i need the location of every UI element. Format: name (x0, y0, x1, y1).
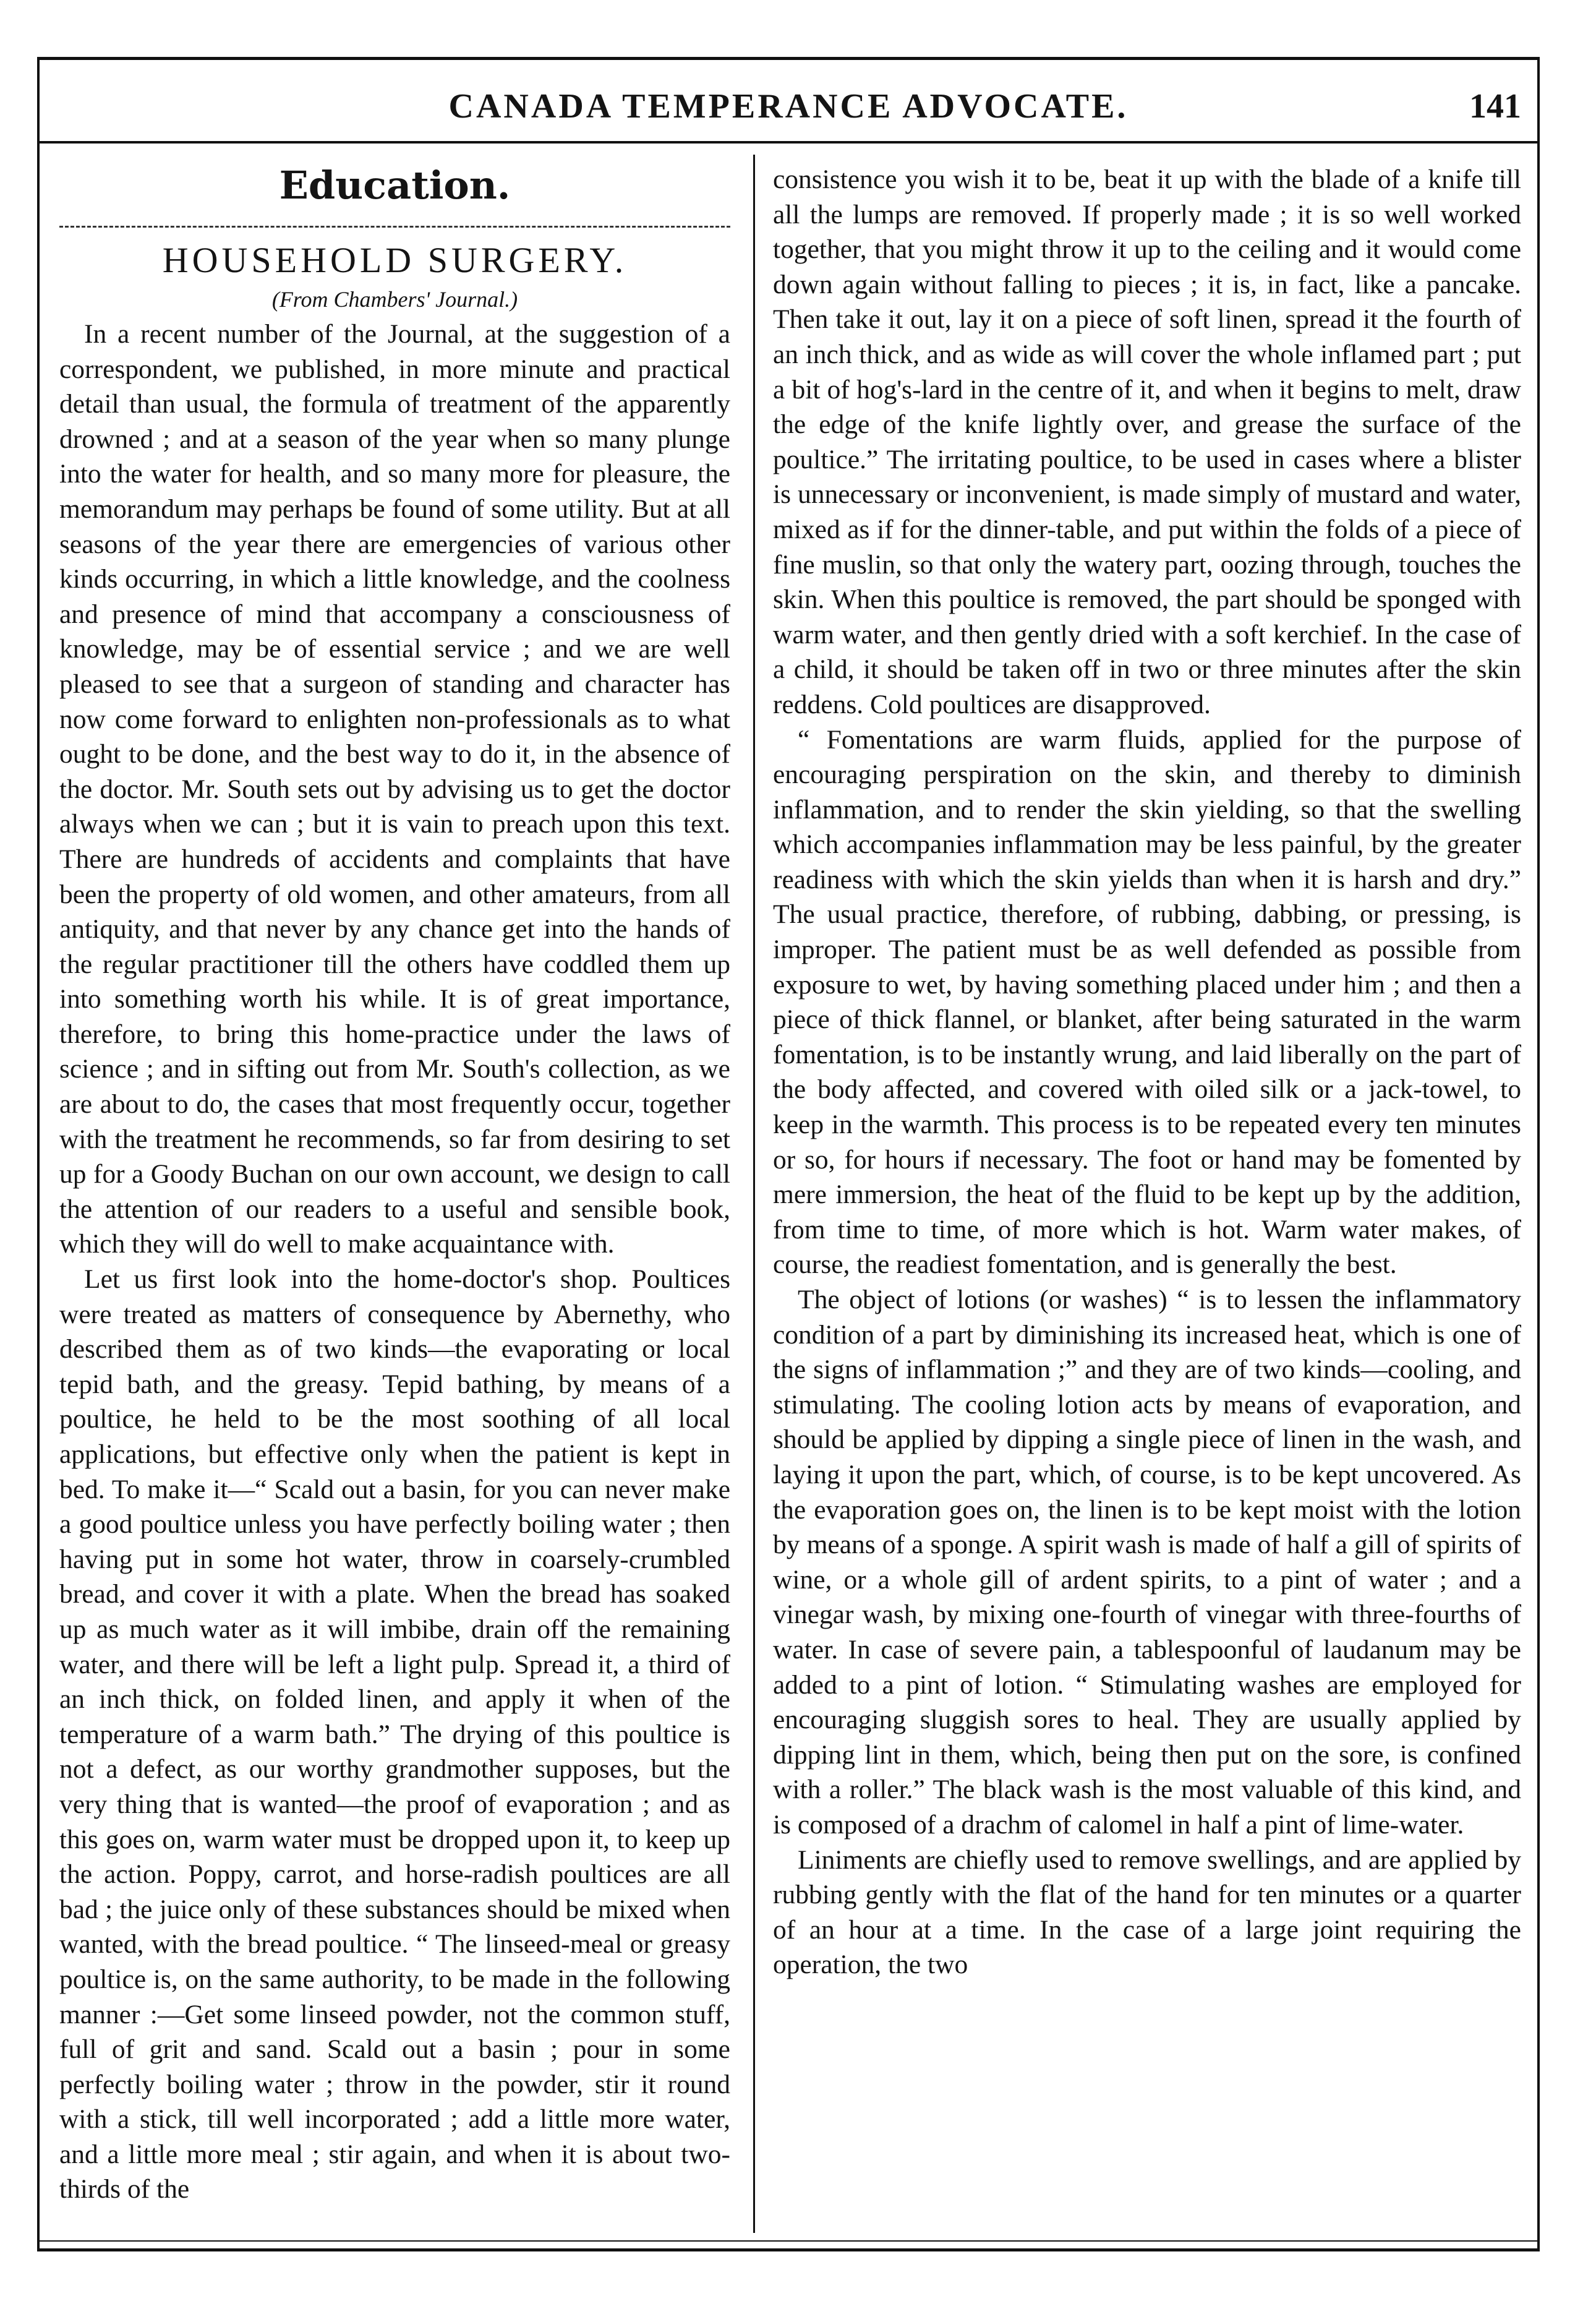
bottom-border-rule-inner (37, 2240, 1540, 2242)
left-column (59, 158, 730, 2207)
right-column (773, 162, 1521, 1982)
page-number: 141 (1469, 87, 1521, 126)
header-underline-rule (37, 141, 1540, 144)
column-divider-rule (753, 155, 755, 2233)
paragraph: The object of lotions (or washes) “ is to lessen the inflammatory condition of a part by diminishing its increased heat, which is one of the signs of inflammation ;” and they are of two kinds—cooling, and stimulating. The cooling lotion acts by means of evaporation, and should be applied by dipping a single piece of linen in the wash, and laying it upon the part, which, of course, is to be kept uncovered. As the evaporation goes on, the linen is to be kept moist with the lotion by means of a sponge. A spirit wash is made of half a gill of spirits of wine, or a whole gill of ardent spirits, to a pint of water ; and a vinegar wash, by mixing one-fourth of vinegar with three-fourths of water. In case of severe pain, a tablespoonful of laudanum may be added to a pint of lotion. “ Stimulating washes are employed for encouraging sluggish sores to heal. They are usually applied by dipping lint in them, which, being then put on the sore, is confined with a roller.” The black wash is the most valuable of this kind, and is composed of a drachm of calomel in half a pint of lime-water. (773, 1285, 1521, 1840)
paragraph: Liniments are chiefly used to remove swellings, and are applied by rubbing gently with the flat of the hand for ten minutes or a quarter of an hour at a time. In the case of a large joint requiring the operation, the two (773, 1844, 1521, 1980)
section-divider (59, 226, 730, 228)
article-title: HOUSEHOLD SURGERY. (162, 240, 628, 280)
page-header (56, 87, 1521, 136)
paragraph: In a recent number of the Journal, at the suggestion of a correspondent, we published, in more minute and practical detail than usual, the formula of treatment of the apparently drowned ; and at a season of the year when so many plunge into the water for health, and so many more for pleasure, the memorandum may perhaps be found of some utility. But at all seasons of the year there are emergencies of various other kinds occurring, in which a little knowledge, and the coolness and presence of mind that accompany a consciousness of knowledge, may be of essential service ; and we are well pleased to see that a surgeon of standing and character has now come forward to enlighten non-professionals as to what ought to be done, and the best way to do it, in the absence of the doctor. Mr. South sets out by advising us to get the doctor always when we can ; but it is vain to preach upon this text. There are hundreds of accidents and complaints that have been the property of old women, and other amateurs, from all antiquity, and that never by any chance get into the hands of the regular practitioner till the others have coddled them up into something worth his while. It is of great importance, therefore, to bring this home-practice under the laws of science ; and in sifting out from Mr. South's collection, as we are about to do, the cases that most frequently occur, together with the treatment he recommends, so far from desiring to set up for a Goody Buchan on our own account, we design to call the attention of our readers to a useful and sensible book, which they will do well to make acquaintance with. (59, 319, 730, 1259)
journal-title: CANADA TEMPERANCE ADVOCATE. (448, 87, 1129, 126)
bottom-border-rule (37, 2248, 1540, 2251)
top-border-rule (37, 57, 1540, 60)
paragraph: “ Fomentations are warm fluids, applied for the purpose of encouraging perspiration on the skin, and thereby to diminish inflammation, and to render the skin yielding, so that the swelling which accompanies inflammation may be less painful, by the greater readiness with which the skin yields than when it is harsh and dry.” The usual practice, therefore, of rubbing, dabbing, or pressing, is improper. The patient must be as well defended as possible from exposure to wet, by having something placed under him ; and then a piece of thick flannel, or blanket, after being saturated in the warm fomentation, is to be instantly wrung, and laid liberally on the part of the body affected, and covered with oiled silk or a jack-towel, to keep in the warmth. This process is to be repeated every ten minutes or so, for hours if necessary. The foot or hand may be fomented by mere immersion, the heat of the fluid to be kept up by the addition, from time to time, of more which is hot. Warm water makes, of course, the readiest fomentation, and is generally the best. (773, 724, 1521, 1280)
right-border-rule (1537, 57, 1540, 2251)
article-source: (From Chambers' Journal.) (271, 287, 518, 312)
paragraph: consistence you wish it to be, beat it up with the blade of a knife till all the lumps are removed. If properly made ; it is so well worked together, that you might throw it up to the ceiling and it would come down again without falling to pieces ; it is, in fact, like a pancake. Then take it out, lay it on a piece of soft linen, spread it the fourth of an inch thick, and as wide as will cover the whole inflamed part ; put a bit of hog's-lard in the centre of it, and when it begins to melt, draw the edge of the knife lightly over, and grease the surface of the poultice.” The irritating poultice, to be used in cases where a blister is unnecessary or inconvenient, is made simply of mustard and water, mixed as if for the dinner-table, and put within the folds of a piece of fine muslin, so that only the watery part, oozing through, touches the skin. When this poultice is removed, the part should be sponged with warm water, and then gently dried with a soft kerchief. In the case of a child, it should be taken off in two or three minutes after the skin reddens. Cold poultices are disapproved. (773, 165, 1521, 719)
left-border-rule (37, 57, 40, 2251)
paragraph: Let us first look into the home-doctor's shop. Poultices were treated as matters of consequence by Abernethy, who described them as of two kinds—the evaporating or local tepid bath, and the greasy. Tepid bathing, by means of a poultice, he held to be the most soothing of all local applications, but effective only when the patient is kept in bed. To make it—“ Scald out a basin, for you can never make a good poultice unless you have perfectly boiling water ; then having put in some hot water, throw in coarsely-crumbled bread, and cover it with a plate. When the bread has soaked up as much water as it will imbibe, drain off the remaining water, and there will be left a light pulp. Spread it, a third of an inch thick, on folded linen, and apply it when of the temperature of a warm bath.” The drying of this poultice is not a defect, as our worthy grandmother supposes, but the very thing that is wanted—the proof of evaporation ; and as this goes on, warm water must be dropped upon it, to keep up the action. Poppy, carrot, and horse-radish poultices are all bad ; the juice only of these substances should be mixed when wanted, with the bread poultice. “ The linseed-meal or greasy poultice is, on the same authority, to be made in the following manner :—Get some linseed powder, not the common stuff, full of grit and sand. Scald out a basin ; pour in some perfectly boiling water ; throw in the powder, stir it round with a stick, till well incorporated ; add a little more water, and a little more meal ; stir again, and when it is about two-thirds of the (59, 1264, 730, 2204)
section-heading: Education. (279, 163, 511, 208)
